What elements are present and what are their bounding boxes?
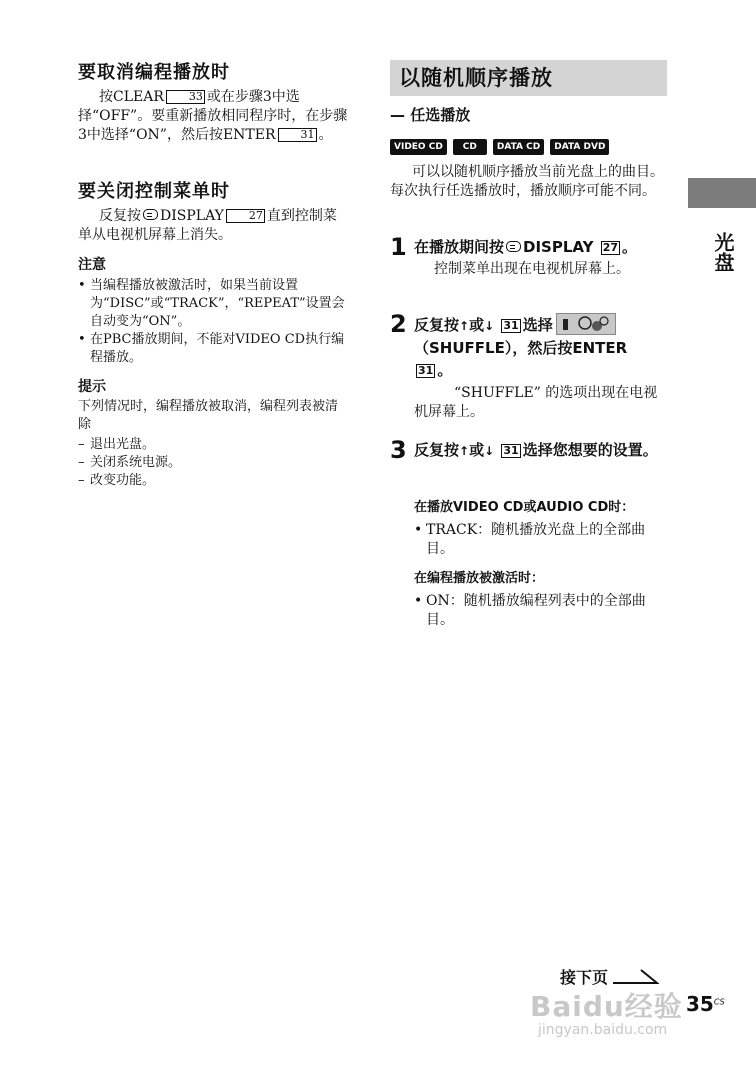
- tip-item: – 关闭系统电源。: [78, 454, 348, 472]
- next-page-label: 接下页: [560, 968, 609, 987]
- tip-list: [78, 436, 348, 490]
- note-heading: 注意: [78, 257, 106, 273]
- side-tab-bar: [688, 178, 756, 208]
- tag-cd: CD: [453, 139, 487, 155]
- step-number: 2: [390, 310, 407, 338]
- step-title: 在播放期间按 DISPLAY 27 。: [414, 238, 638, 256]
- language-code: CS: [713, 997, 725, 1007]
- down-arrow-icon: ↓: [484, 319, 495, 333]
- tip-item: – 退出光盘。: [78, 436, 348, 454]
- up-arrow-icon: ↑: [459, 319, 470, 333]
- program-section: [414, 567, 666, 630]
- note-list: [78, 277, 348, 367]
- button-number-27: 27: [226, 209, 265, 223]
- close-menu-heading: 要关闭控制菜单时: [78, 181, 230, 202]
- option-item: • ON：随机播放编程列表中的全部曲目。: [414, 592, 666, 630]
- video-cd-heading: 在播放VIDEO CD或AUDIO CD时：: [414, 500, 635, 515]
- section-subtitle: — 任选播放: [390, 106, 471, 124]
- option-item: • TRACK：随机播放光盘上的全部曲目。: [414, 521, 666, 559]
- side-tab-label: 光盘: [711, 232, 735, 272]
- tip-item: – 改变功能。: [78, 472, 348, 490]
- step-title: 反复按↑或↓ 31 选择您想要的设置。: [414, 441, 658, 459]
- step-desc: 控制菜单出现在电视机屏幕上。: [434, 261, 630, 277]
- tag-video-cd: VIDEO CD: [390, 139, 447, 155]
- page-number: 35: [686, 992, 714, 1016]
- disc-type-tags: [390, 134, 615, 155]
- step-2: [390, 310, 666, 422]
- watermark-url: jingyan.baidu.com: [538, 1022, 668, 1038]
- note-item: • 当编程播放被激活时，如果当前设置为“DISC”或“TRACK”，“REPEAT”设置会自动变为“ON”。: [78, 277, 348, 331]
- display-button-icon: [143, 209, 158, 220]
- tip-heading: 提示: [78, 379, 106, 395]
- button-number-33: 33: [166, 90, 205, 104]
- watermark-logo: Baidu经验: [530, 990, 683, 1023]
- step-3: [390, 436, 666, 464]
- program-heading: 在编程播放被激活时：: [414, 571, 545, 586]
- step-number: 1: [390, 233, 407, 261]
- down-arrow-icon: ↓: [484, 444, 495, 458]
- button-number-31: 31: [278, 128, 317, 142]
- tag-data-cd: DATA CD: [493, 139, 544, 155]
- step-1: [390, 233, 666, 279]
- note-section: [78, 254, 348, 367]
- note-item: • 在PBC播放期间，不能对VIDEO CD执行编程播放。: [78, 331, 348, 367]
- page-number-block: [686, 992, 725, 1016]
- button-number-31: 31: [503, 319, 519, 332]
- step-desc: “SHUFFLE” 的选项出现在电视机屏幕上。: [414, 385, 658, 420]
- section-title-bar: [390, 60, 667, 96]
- tag-data-dvd: DATA DVD: [550, 139, 609, 155]
- display-button-icon: [506, 241, 521, 252]
- button-number-31: 31: [418, 364, 434, 377]
- button-number-31: 31: [503, 444, 519, 457]
- close-menu-section: [78, 177, 348, 245]
- cancel-program-section: [78, 58, 348, 145]
- up-arrow-icon: ↑: [459, 444, 470, 458]
- section-title: 以随机顺序播放: [399, 66, 553, 90]
- shuffle-icon: [556, 313, 616, 335]
- close-menu-text: 反复按 DISPLAY 27 直到控制菜单从电视机屏幕上消失。: [78, 208, 337, 243]
- cancel-program-text: 按CLEAR 33 或在步骤3中选择“OFF”。要重新播放相同程序时，在步骤3中选择“ON”，然后按ENTER 31 。: [78, 89, 348, 143]
- cancel-program-heading: 要取消编程播放时: [78, 62, 230, 83]
- button-number-27: 27: [602, 241, 618, 254]
- tip-section: [78, 376, 348, 490]
- step-number: 3: [390, 436, 407, 464]
- next-arrow-icon: [613, 968, 659, 986]
- video-cd-section: [414, 496, 666, 559]
- tip-intro: 下列情况时，编程播放被取消，编程列表被清除: [78, 399, 339, 432]
- intro-text: 可以以随机顺序播放当前光盘上的曲目。每次执行任选播放时，播放顺序可能不同。: [390, 164, 664, 199]
- step-title: 反复按↑或↓ 31 选择 （SHUFFLE），然后按ENTER 31 。: [390, 313, 666, 381]
